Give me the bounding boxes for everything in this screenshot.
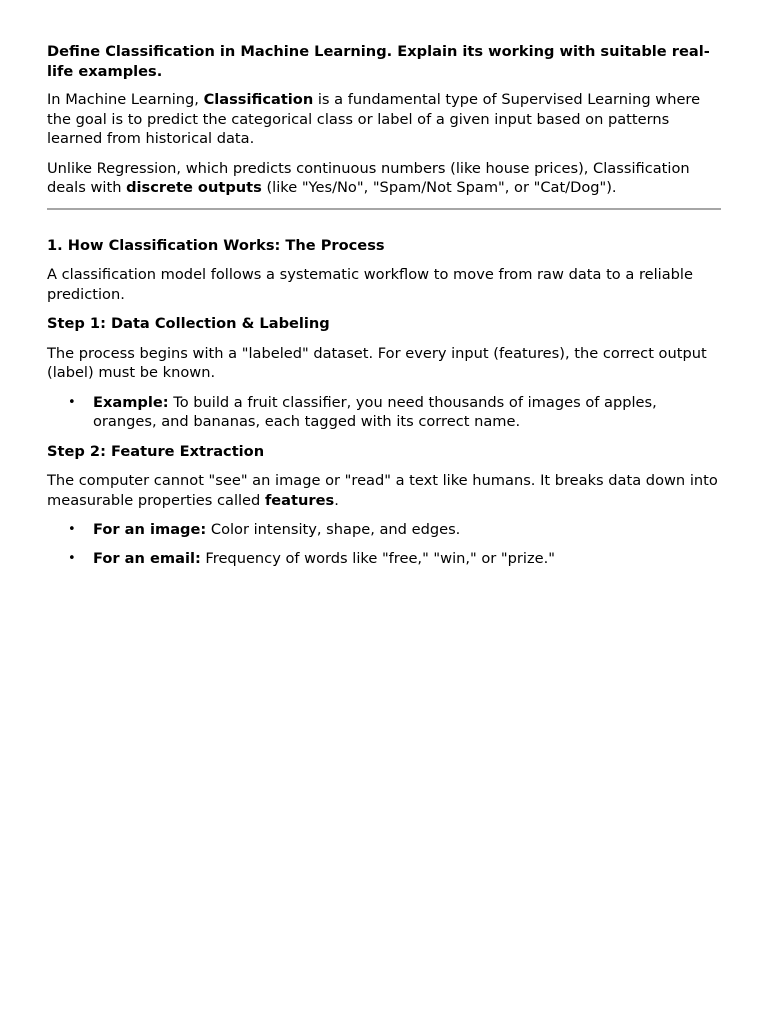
step2-bullet-list	[47, 520, 721, 568]
list-item	[47, 520, 721, 540]
list-item-label: Example:	[93, 393, 169, 411]
list-item-text: Color intensity, shape, and edges.	[206, 521, 461, 538]
step1-text: The process begins with a "labeled" dataset. For every input (features), the correct output (label) must be known.	[47, 344, 707, 381]
step1-bullet-list	[47, 393, 721, 432]
step2-text-start: The computer cannot "see" an image or "read" a text like humans. It breaks data down into measurable properties called	[47, 472, 718, 509]
intro-paragraph-2	[47, 159, 721, 198]
step2-heading: Step 2: Feature Extraction	[47, 442, 265, 460]
intro-p2-text-start: Unlike Regression, which predicts continuous numbers (like house prices), Classification deals with	[47, 159, 690, 196]
intro-p2-text-end: (like "Yes/No", "Spam/Not Spam", or "Cat/Dog").	[261, 179, 617, 196]
intro-p1-text-end: is a fundamental type of Supervised Learning where the goal is to predict the categorical class or label of a given input based on patterns learned from historical data.	[47, 91, 701, 147]
intro-p2-bold-term: discrete outputs	[126, 179, 262, 196]
section-heading: 1. How Classification Works: The Process	[47, 236, 385, 254]
horizontal-divider	[47, 208, 721, 210]
bullet-icon: •	[68, 522, 76, 537]
list-item-text: Frequency of words like "free," "win," or "prize."	[200, 549, 555, 567]
step2-text-end: .	[334, 491, 339, 509]
list-item-label: For an email:	[93, 549, 201, 567]
step2-bold-term: features	[264, 491, 335, 509]
step2-text	[47, 471, 721, 510]
intro-p1-bold-term: Classification	[203, 91, 314, 108]
list-item-label: For an image:	[93, 521, 207, 538]
section-intro: A classification model follows a systematic workflow to move from raw data to a reliable prediction.	[47, 266, 693, 303]
bullet-icon: •	[68, 394, 76, 410]
bullet-icon: •	[68, 550, 76, 566]
document-title: Define Classification in Machine Learning. Explain its working with suitable real-life examples.	[47, 43, 710, 80]
list-item	[47, 549, 721, 569]
list-item	[47, 393, 721, 432]
intro-p1-text-start: In Machine Learning,	[47, 91, 204, 108]
step1-heading: Step 1: Data Collection & Labeling	[47, 315, 330, 332]
list-item-text: To build a fruit classifier, you need thousands of images of apples, oranges, and bananas, each tagged with its correct name.	[93, 393, 657, 430]
intro-paragraph-1	[47, 90, 721, 149]
